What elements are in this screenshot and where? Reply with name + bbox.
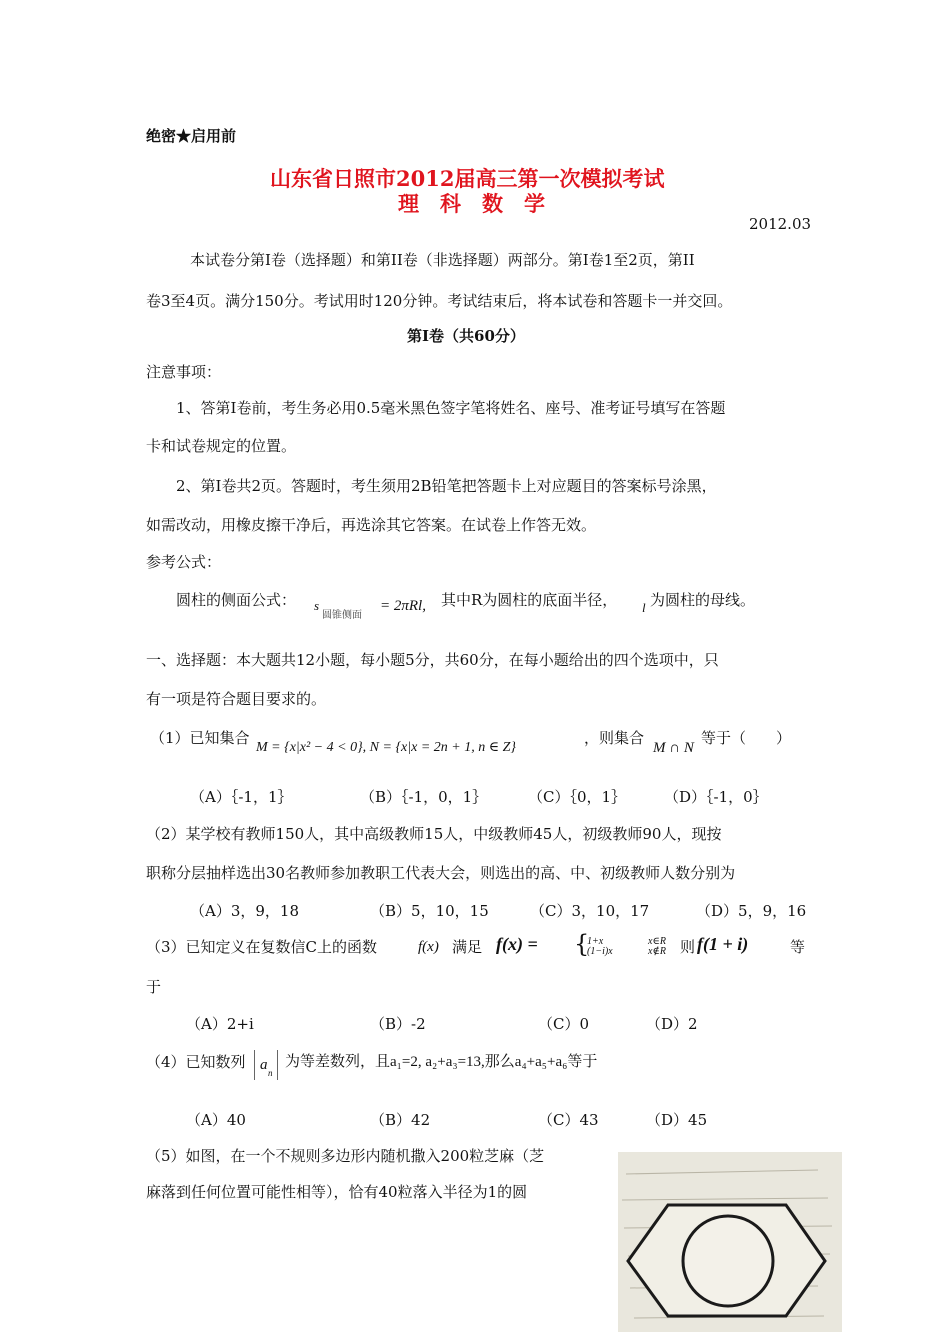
q2-line-1: （2）某学校有教师150人，其中高级教师15人，中级教师45人，初级教师90人，现按 (146, 825, 722, 843)
formula-l-symbol: l (642, 600, 646, 615)
intro-line-1: 本试卷分第I卷（选择题）和第II卷（非选择题）两部分。第I卷1至2页，第II (190, 251, 695, 269)
q3-option-d: （D）2 (646, 1015, 698, 1033)
choice-intro-line-1: 一、选择题：本大题共12小题，每小题5分，共60分，在每小题给出的四个选项中，只 (146, 651, 719, 669)
q3-lhs: f(x) = (496, 934, 538, 954)
q2-line-2: 职称分层抽样选出30名教师参加教职工代表大会，则选出的高、中、初级教师人数分别为 (146, 864, 736, 882)
formula-subscript: 圆锥侧面 (322, 610, 362, 621)
intro-line-2: 卷3至4页。满分150分。考试用时120分钟。考试结束后，将本试卷和答题卡一并交回。 (146, 292, 733, 310)
exam-subject: 理 科 数 学 (398, 191, 545, 216)
note-1-line-2: 卡和试卷规定的位置。 (146, 437, 297, 455)
q4-option-b: （B）42 (370, 1111, 431, 1129)
exam-title: 山东省日照市2012届高三第一次模拟考试 (270, 166, 665, 191)
q4-option-d: （D）45 (646, 1111, 708, 1129)
formula-label: 参考公式： (146, 553, 222, 571)
q1-suffix: 等于（ ） (701, 729, 792, 747)
q4-text: 为等差数列，且a₁=2, a₂+a₃=13,那么a₄+a₅+a₆等于 (285, 1054, 598, 1070)
q3-option-a: （A）2+i (186, 1015, 254, 1033)
exam-date: 2012.03 (749, 215, 812, 233)
q3-option-b: （B）-2 (370, 1015, 426, 1033)
q1-option-d: （D）｛-1，0｝ (664, 788, 768, 806)
formula-prefix: 圆柱的侧面公式： (176, 591, 297, 609)
q4-sequence-sub: n (268, 1068, 273, 1078)
formula-expression: = 2πRl, (380, 598, 426, 614)
q1-prefix: （1）已知集合 (150, 729, 250, 747)
q2-option-b: （B）5，10，15 (370, 902, 489, 920)
note-2-line-2: 如需改动，用橡皮擦干净后，再选涂其它答案。在试卷上作答无效。 (146, 516, 597, 534)
q3-then: 则 (680, 938, 696, 956)
hexagon-circle-diagram (618, 1152, 842, 1332)
q2-option-d: （D）5，9，16 (696, 902, 807, 920)
q3-cond-1: x∈R (648, 936, 666, 947)
q3-cond-2: x∉R (648, 946, 666, 957)
q4-option-c: （C）43 (538, 1111, 599, 1129)
secret-label: 绝密★启用前 (146, 127, 237, 145)
q1-mid: ，则集合 (584, 729, 645, 747)
q3-suffix: 等 (790, 938, 806, 956)
note-1-line-1: 1、答第I卷前，考生务必用0.5毫米黑色签字笔将姓名、座号、准考证号填写在答题 (176, 399, 726, 417)
q1-set-expression: M = {x|x² − 4 < 0}, N = {x|x = 2n + 1, n ∈ Z} (256, 740, 516, 755)
circle-shape (683, 1216, 773, 1306)
note-2-line-1: 2、第I卷共2页。答题时，考生须用2B铅笔把答题卡上对应题目的答案标号涂黑， (176, 477, 717, 495)
formula-s-symbol: s (314, 598, 320, 613)
section-heading: 第I卷（共60分） (407, 327, 525, 345)
q5-figure (618, 1152, 842, 1332)
q4-prefix: （4）已知数列 (146, 1053, 246, 1071)
q3-fx: f(x) (418, 939, 439, 955)
q4-option-a: （A）40 (186, 1111, 246, 1129)
q3-mid: 满足 (452, 938, 483, 956)
q3-case-2: (1−i)x (587, 946, 613, 957)
q5-line-1: （5）如图，在一个不规则多边形内随机撒入200粒芝麻（芝 (146, 1147, 545, 1165)
q3-case-1: 1+x (587, 936, 604, 947)
notes-label: 注意事项： (146, 363, 222, 381)
q1-intersection: M ∩ N (653, 740, 694, 756)
q3-prefix: （3）已知定义在复数信C上的函数 (146, 938, 378, 956)
q3-rhs: f(1 + i) (697, 934, 749, 954)
formula-suffix-1: 其中R为圆柱的底面半径， (441, 591, 618, 609)
q1-option-c: （C）｛0，1｝ (528, 788, 627, 806)
q1-option-b: （B）｛-1，0，1｝ (360, 788, 488, 806)
choice-intro-line-2: 有一项是符合题目要求的。 (146, 690, 327, 708)
q3-line-2: 于 (146, 978, 162, 996)
q3-brace: { (574, 930, 590, 958)
q4-sequence-box (254, 1050, 278, 1080)
q5-line-2: 麻落到任何位置可能性相等），恰有40粒落入半径为1的圆 (146, 1183, 528, 1201)
formula-suffix-2: 为圆柱的母线。 (650, 591, 756, 609)
q4-sequence-a: a (260, 1057, 268, 1073)
q3-option-c: （C）0 (538, 1015, 590, 1033)
q2-option-c: （C）3，10，17 (530, 902, 650, 920)
q1-option-a: （A）｛-1，1｝ (190, 788, 293, 806)
q2-option-a: （A）3，9，18 (190, 902, 300, 920)
